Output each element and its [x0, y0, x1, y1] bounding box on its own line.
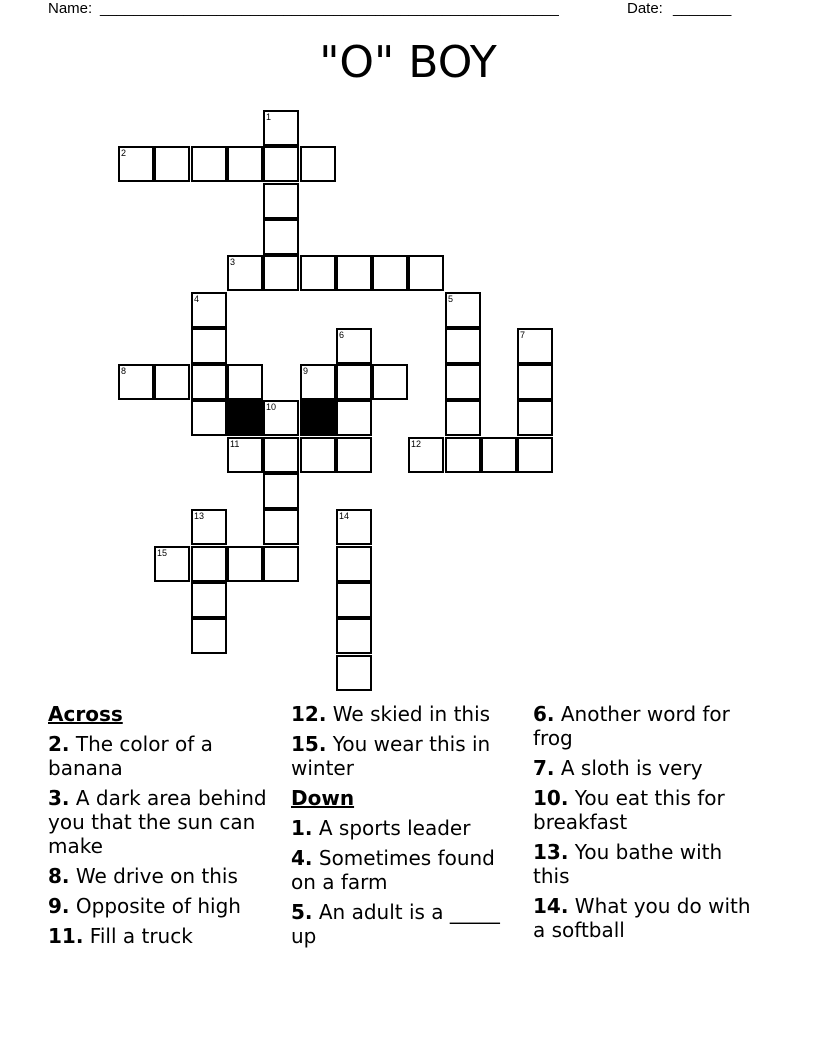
- crossword-cell[interactable]: [336, 328, 372, 364]
- crossword-cell[interactable]: [263, 473, 299, 509]
- clue-text: The color of a banana: [48, 732, 213, 780]
- crossword-cell[interactable]: [481, 437, 517, 473]
- clue-number: 10.: [533, 786, 569, 810]
- crossword-cell[interactable]: [263, 546, 299, 582]
- crossword-cell[interactable]: [445, 328, 481, 364]
- crossword-cell[interactable]: [336, 255, 372, 291]
- cell-number: 4: [194, 294, 200, 304]
- crossword-cell[interactable]: [263, 437, 299, 473]
- across-heading: Across: [48, 702, 123, 726]
- crossword-cell[interactable]: [300, 255, 336, 291]
- clue-number: 7.: [533, 756, 555, 780]
- cell-number: 10: [266, 402, 277, 412]
- clue-down-5: [291, 900, 523, 948]
- clue-number: 6.: [533, 702, 555, 726]
- name-line[interactable]: _______________________________________________________: [100, 0, 559, 17]
- page-title: "O" BOY: [319, 37, 497, 88]
- crossword-cell[interactable]: [263, 255, 299, 291]
- clue-text: Opposite of high: [75, 894, 241, 918]
- clue-text: An adult is a _____ up: [291, 900, 500, 948]
- crossword-cell[interactable]: [372, 364, 408, 400]
- clue-number: 1.: [291, 816, 313, 840]
- crossword-cell[interactable]: [154, 364, 190, 400]
- clue-text: You eat this for breakfast: [533, 786, 725, 834]
- crossword-cell[interactable]: [408, 437, 444, 473]
- crossword-cell[interactable]: [336, 400, 372, 436]
- crossword-cell[interactable]: [336, 546, 372, 582]
- crossword-cell[interactable]: [372, 255, 408, 291]
- crossword-cell[interactable]: [408, 255, 444, 291]
- clue-number: 14.: [533, 894, 569, 918]
- clue-number: 4.: [291, 846, 313, 870]
- cell-number: 11: [230, 439, 240, 449]
- clue-column-2: [291, 702, 523, 954]
- crossword-cell[interactable]: [336, 655, 372, 691]
- clue-down-7: [533, 756, 765, 780]
- clue-text: A dark area behind you that the sun can make: [48, 786, 267, 858]
- clue-number: 11.: [48, 924, 84, 948]
- crossword-cell[interactable]: [227, 364, 263, 400]
- clue-text: Fill a truck: [89, 924, 193, 948]
- cell-number: 1: [266, 112, 272, 122]
- crossword-cell[interactable]: [300, 437, 336, 473]
- crossword-cell[interactable]: [263, 219, 299, 255]
- crossword-cell[interactable]: [191, 546, 227, 582]
- crossword-cell[interactable]: [517, 437, 553, 473]
- crossword-cell[interactable]: [191, 292, 227, 328]
- clue-text: Sometimes found on a farm: [291, 846, 495, 894]
- cell-number: 13: [194, 511, 205, 521]
- clue-number: 12.: [291, 702, 327, 726]
- clue-number: 13.: [533, 840, 569, 864]
- cell-number: 14: [339, 511, 350, 521]
- crossword-cell[interactable]: [263, 183, 299, 219]
- crossword-cell[interactable]: [445, 437, 481, 473]
- crossword-cell[interactable]: [227, 546, 263, 582]
- crossword-cell[interactable]: [445, 364, 481, 400]
- crossword-cell[interactable]: [517, 328, 553, 364]
- clue-across-3: [48, 786, 280, 858]
- clue-text: We drive on this: [75, 864, 238, 888]
- crossword-cell[interactable]: [263, 110, 299, 146]
- clue-text: You wear this in winter: [291, 732, 491, 780]
- clue-across-11: [48, 924, 280, 948]
- cell-number: 12: [411, 439, 422, 449]
- crossword-cell[interactable]: [517, 364, 553, 400]
- crossword-cell[interactable]: [227, 255, 263, 291]
- crossword-cell[interactable]: [336, 509, 372, 545]
- clue-across-12: [291, 702, 523, 726]
- clue-across-2: [48, 732, 280, 780]
- name-label: Name:: [48, 0, 93, 17]
- down-heading: Down: [291, 786, 355, 810]
- clue-text: We skied in this: [332, 702, 491, 726]
- crossword-cell[interactable]: [517, 400, 553, 436]
- clue-column-3: [533, 702, 765, 948]
- crossword-cell[interactable]: [336, 437, 372, 473]
- crossword-cell[interactable]: [154, 546, 190, 582]
- crossword-cell[interactable]: [154, 146, 190, 182]
- clue-text: What you do with a softball: [533, 894, 751, 942]
- crossword-cell[interactable]: [227, 146, 263, 182]
- cell-number: 5: [448, 294, 454, 304]
- cell-number: 9: [303, 366, 309, 376]
- crossword-cell[interactable]: [336, 582, 372, 618]
- crossword-cell[interactable]: [118, 364, 154, 400]
- clue-number: 2.: [48, 732, 70, 756]
- clue-down-6: [533, 702, 765, 750]
- crossword-cell[interactable]: [263, 509, 299, 545]
- crossword-cell[interactable]: [336, 364, 372, 400]
- crossword-cell[interactable]: [191, 400, 227, 436]
- clue-number: 15.: [291, 732, 327, 756]
- clue-text: A sports leader: [318, 816, 471, 840]
- crossword-cell[interactable]: [445, 292, 481, 328]
- clue-across-8: [48, 864, 280, 888]
- clue-text: A sloth is very: [560, 756, 703, 780]
- crossword-cell[interactable]: [263, 146, 299, 182]
- crossword-cell[interactable]: [191, 364, 227, 400]
- clue-number: 3.: [48, 786, 70, 810]
- crossword-cell[interactable]: [300, 146, 336, 182]
- crossword-block: [300, 400, 336, 436]
- crossword-block: [227, 400, 263, 436]
- crossword-cell[interactable]: [445, 400, 481, 436]
- clue-down-1: [291, 816, 523, 840]
- crossword-cell[interactable]: [300, 364, 336, 400]
- crossword-cell[interactable]: [118, 146, 154, 182]
- clue-text: You bathe with this: [533, 840, 723, 888]
- clue-across-9: [48, 894, 280, 918]
- date-label: Date:: [627, 0, 663, 17]
- date-line[interactable]: _______: [673, 0, 732, 17]
- cell-number: 7: [520, 330, 526, 340]
- cell-number: 6: [339, 330, 345, 340]
- crossword-cell[interactable]: [191, 146, 227, 182]
- cell-number: 8: [121, 366, 127, 376]
- crossword-cell[interactable]: [191, 509, 227, 545]
- cell-number: 2: [121, 148, 127, 158]
- clue-down-4: [291, 846, 523, 894]
- clue-across-15: [291, 732, 523, 780]
- clue-down-14: [533, 894, 765, 942]
- clue-down-10: [533, 786, 765, 834]
- crossword-cell[interactable]: [191, 582, 227, 618]
- crossword-cell[interactable]: [336, 618, 372, 654]
- cell-number: 3: [230, 257, 236, 267]
- cell-number: 15: [157, 548, 168, 558]
- clue-number: 5.: [291, 900, 313, 924]
- clue-number: 9.: [48, 894, 70, 918]
- crossword-cell[interactable]: [191, 328, 227, 364]
- crossword-cell[interactable]: [191, 618, 227, 654]
- clue-down-13: [533, 840, 765, 888]
- clue-column-1: [48, 702, 280, 954]
- clue-number: 8.: [48, 864, 70, 888]
- crossword-cell[interactable]: [263, 400, 299, 436]
- crossword-cell[interactable]: [227, 437, 263, 473]
- clue-text: Another word for frog: [533, 702, 730, 750]
